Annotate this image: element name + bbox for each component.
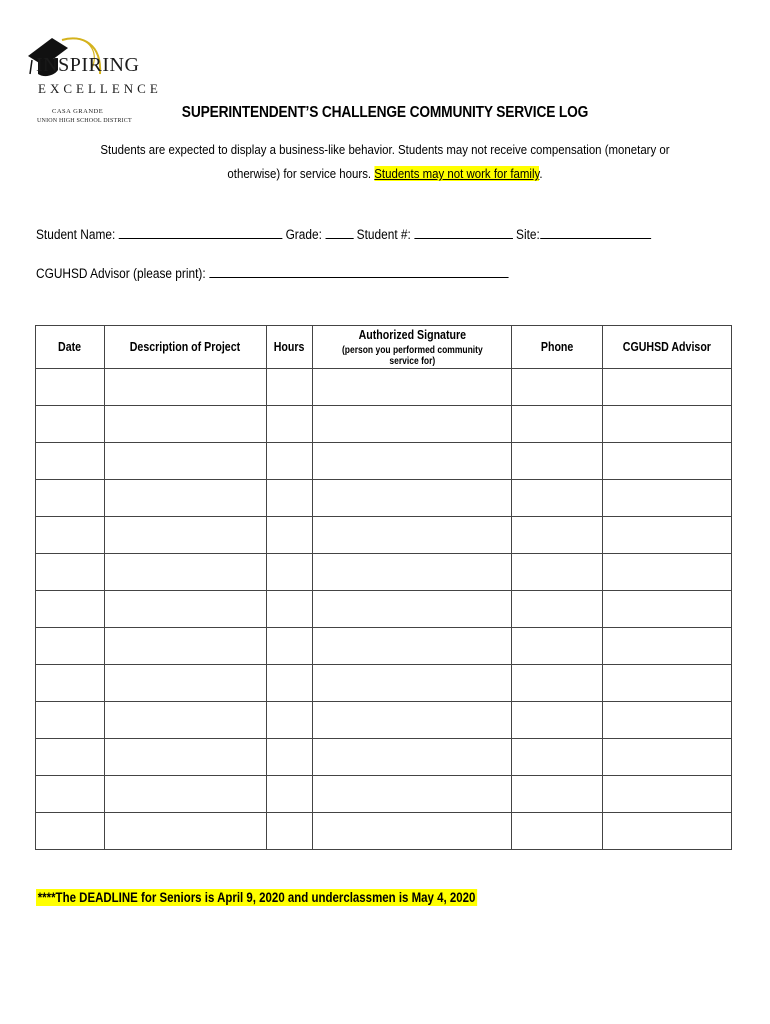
intro-line-2-end: . <box>539 166 543 181</box>
cell-phone[interactable] <box>512 702 603 739</box>
cell-date[interactable] <box>36 517 105 554</box>
table-row <box>36 517 732 554</box>
cell-advisor[interactable] <box>603 665 732 702</box>
cell-signature[interactable] <box>312 480 512 517</box>
cell-phone[interactable] <box>512 406 603 443</box>
cell-advisor[interactable] <box>603 554 732 591</box>
table-row <box>36 628 732 665</box>
logo-text-casa-grande: CASA GRANDE <box>52 108 104 115</box>
student-number-field[interactable] <box>414 226 513 239</box>
cell-advisor[interactable] <box>603 813 732 850</box>
cell-hours[interactable] <box>266 554 312 591</box>
cell-phone[interactable] <box>512 517 603 554</box>
table-row <box>36 480 732 517</box>
cell-advisor[interactable] <box>603 702 732 739</box>
cell-date[interactable] <box>36 702 105 739</box>
student-name-label: Student Name: <box>36 227 116 242</box>
cell-date[interactable] <box>36 406 105 443</box>
cell-phone[interactable] <box>512 813 603 850</box>
cell-date[interactable] <box>36 776 105 813</box>
student-name-field[interactable] <box>119 226 283 239</box>
cell-signature[interactable] <box>312 406 512 443</box>
cell-description[interactable] <box>104 517 266 554</box>
cell-signature[interactable] <box>312 665 512 702</box>
intro-line-2: otherwise) for service hours. <box>227 166 372 181</box>
cell-hours[interactable] <box>266 517 312 554</box>
intro-text <box>99 138 671 186</box>
family-rule-highlight: Students may not work for family <box>374 166 540 181</box>
table-row <box>36 369 732 406</box>
cell-hours[interactable] <box>266 739 312 776</box>
table-row <box>36 739 732 776</box>
logo-text-district: UNION HIGH SCHOOL DISTRICT <box>37 118 132 124</box>
cell-hours[interactable] <box>266 369 312 406</box>
table-row <box>36 554 732 591</box>
cell-hours[interactable] <box>266 776 312 813</box>
student-info-row <box>36 226 651 242</box>
cell-hours[interactable] <box>266 443 312 480</box>
cell-signature[interactable] <box>312 702 512 739</box>
cell-signature[interactable] <box>312 517 512 554</box>
cell-hours[interactable] <box>266 406 312 443</box>
cell-phone[interactable] <box>512 739 603 776</box>
advisor-row <box>36 265 508 281</box>
table-row <box>36 591 732 628</box>
cell-phone[interactable] <box>512 480 603 517</box>
col-description: Description of Project <box>104 326 266 369</box>
cell-date[interactable] <box>36 443 105 480</box>
table-body <box>36 369 732 850</box>
cell-phone[interactable] <box>512 443 603 480</box>
cell-hours[interactable] <box>266 480 312 517</box>
cell-phone[interactable] <box>512 665 603 702</box>
advisor-label: CGUHSD Advisor (please print): <box>36 266 206 281</box>
cell-signature[interactable] <box>312 739 512 776</box>
cell-advisor[interactable] <box>603 776 732 813</box>
cell-signature[interactable] <box>312 776 512 813</box>
cell-advisor[interactable] <box>603 591 732 628</box>
site-field[interactable] <box>540 226 651 239</box>
cell-signature[interactable] <box>312 554 512 591</box>
table-row <box>36 702 732 739</box>
cell-phone[interactable] <box>512 591 603 628</box>
cell-advisor[interactable] <box>603 480 732 517</box>
cell-advisor[interactable] <box>603 739 732 776</box>
cell-date[interactable] <box>36 665 105 702</box>
col-signature: Authorized Signature (person you performed community service for) <box>312 326 512 369</box>
cell-date[interactable] <box>36 591 105 628</box>
intro-line-1: Students are expected to display a business-like behavior. Students may not receive compensation (monetary or <box>100 142 670 157</box>
table-header-row <box>36 326 732 369</box>
cell-date[interactable] <box>36 369 105 406</box>
cell-date[interactable] <box>36 739 105 776</box>
cell-description[interactable] <box>104 702 266 739</box>
cell-date[interactable] <box>36 628 105 665</box>
cell-hours[interactable] <box>266 665 312 702</box>
logo-text-inspiring: INSPIRING <box>36 54 140 76</box>
cell-phone[interactable] <box>512 554 603 591</box>
cell-date[interactable] <box>36 813 105 850</box>
cell-hours[interactable] <box>266 591 312 628</box>
cell-signature[interactable] <box>312 813 512 850</box>
cell-date[interactable] <box>36 480 105 517</box>
col-phone: Phone <box>512 326 603 369</box>
cell-hours[interactable] <box>266 628 312 665</box>
grade-field[interactable] <box>325 226 353 239</box>
advisor-field[interactable] <box>209 265 508 278</box>
table-row <box>36 813 732 850</box>
cell-advisor[interactable] <box>603 628 732 665</box>
student-number-label: Student #: <box>356 227 411 242</box>
cell-description[interactable] <box>104 665 266 702</box>
cell-phone[interactable] <box>512 369 603 406</box>
cell-date[interactable] <box>36 554 105 591</box>
page-title: SUPERINTENDENT’S CHALLENGE COMMUNITY SERVICE LOG <box>181 104 589 121</box>
cell-advisor[interactable] <box>603 443 732 480</box>
table-row <box>36 443 732 480</box>
cell-signature[interactable] <box>312 591 512 628</box>
cell-signature[interactable] <box>312 628 512 665</box>
cell-description[interactable] <box>104 443 266 480</box>
table-row <box>36 776 732 813</box>
grade-label: Grade: <box>285 227 322 242</box>
cell-description[interactable] <box>104 628 266 665</box>
col-hours: Hours <box>266 326 312 369</box>
cell-phone[interactable] <box>512 776 603 813</box>
cell-advisor[interactable] <box>603 406 732 443</box>
table-row <box>36 406 732 443</box>
cell-description[interactable] <box>104 406 266 443</box>
cell-description[interactable] <box>104 369 266 406</box>
cell-description[interactable] <box>104 591 266 628</box>
cell-advisor[interactable] <box>603 517 732 554</box>
cell-hours[interactable] <box>266 702 312 739</box>
col-advisor: CGUHSD Advisor <box>603 326 732 369</box>
col-date: Date <box>36 326 105 369</box>
cell-description[interactable] <box>104 739 266 776</box>
cell-advisor[interactable] <box>603 369 732 406</box>
logo-text-excellence: EXCELLENCE <box>38 81 162 96</box>
cell-signature[interactable] <box>312 369 512 406</box>
cell-signature[interactable] <box>312 443 512 480</box>
cell-description[interactable] <box>104 813 266 850</box>
cell-description[interactable] <box>104 480 266 517</box>
cell-description[interactable] <box>104 776 266 813</box>
cell-phone[interactable] <box>512 628 603 665</box>
cell-hours[interactable] <box>266 813 312 850</box>
table-row <box>36 665 732 702</box>
site-label: Site: <box>516 227 540 242</box>
service-log-table <box>35 325 732 850</box>
deadline-notice: ****The DEADLINE for Seniors is April 9, 2020 and underclassmen is May 4, 2020 <box>37 890 476 905</box>
cell-description[interactable] <box>104 554 266 591</box>
